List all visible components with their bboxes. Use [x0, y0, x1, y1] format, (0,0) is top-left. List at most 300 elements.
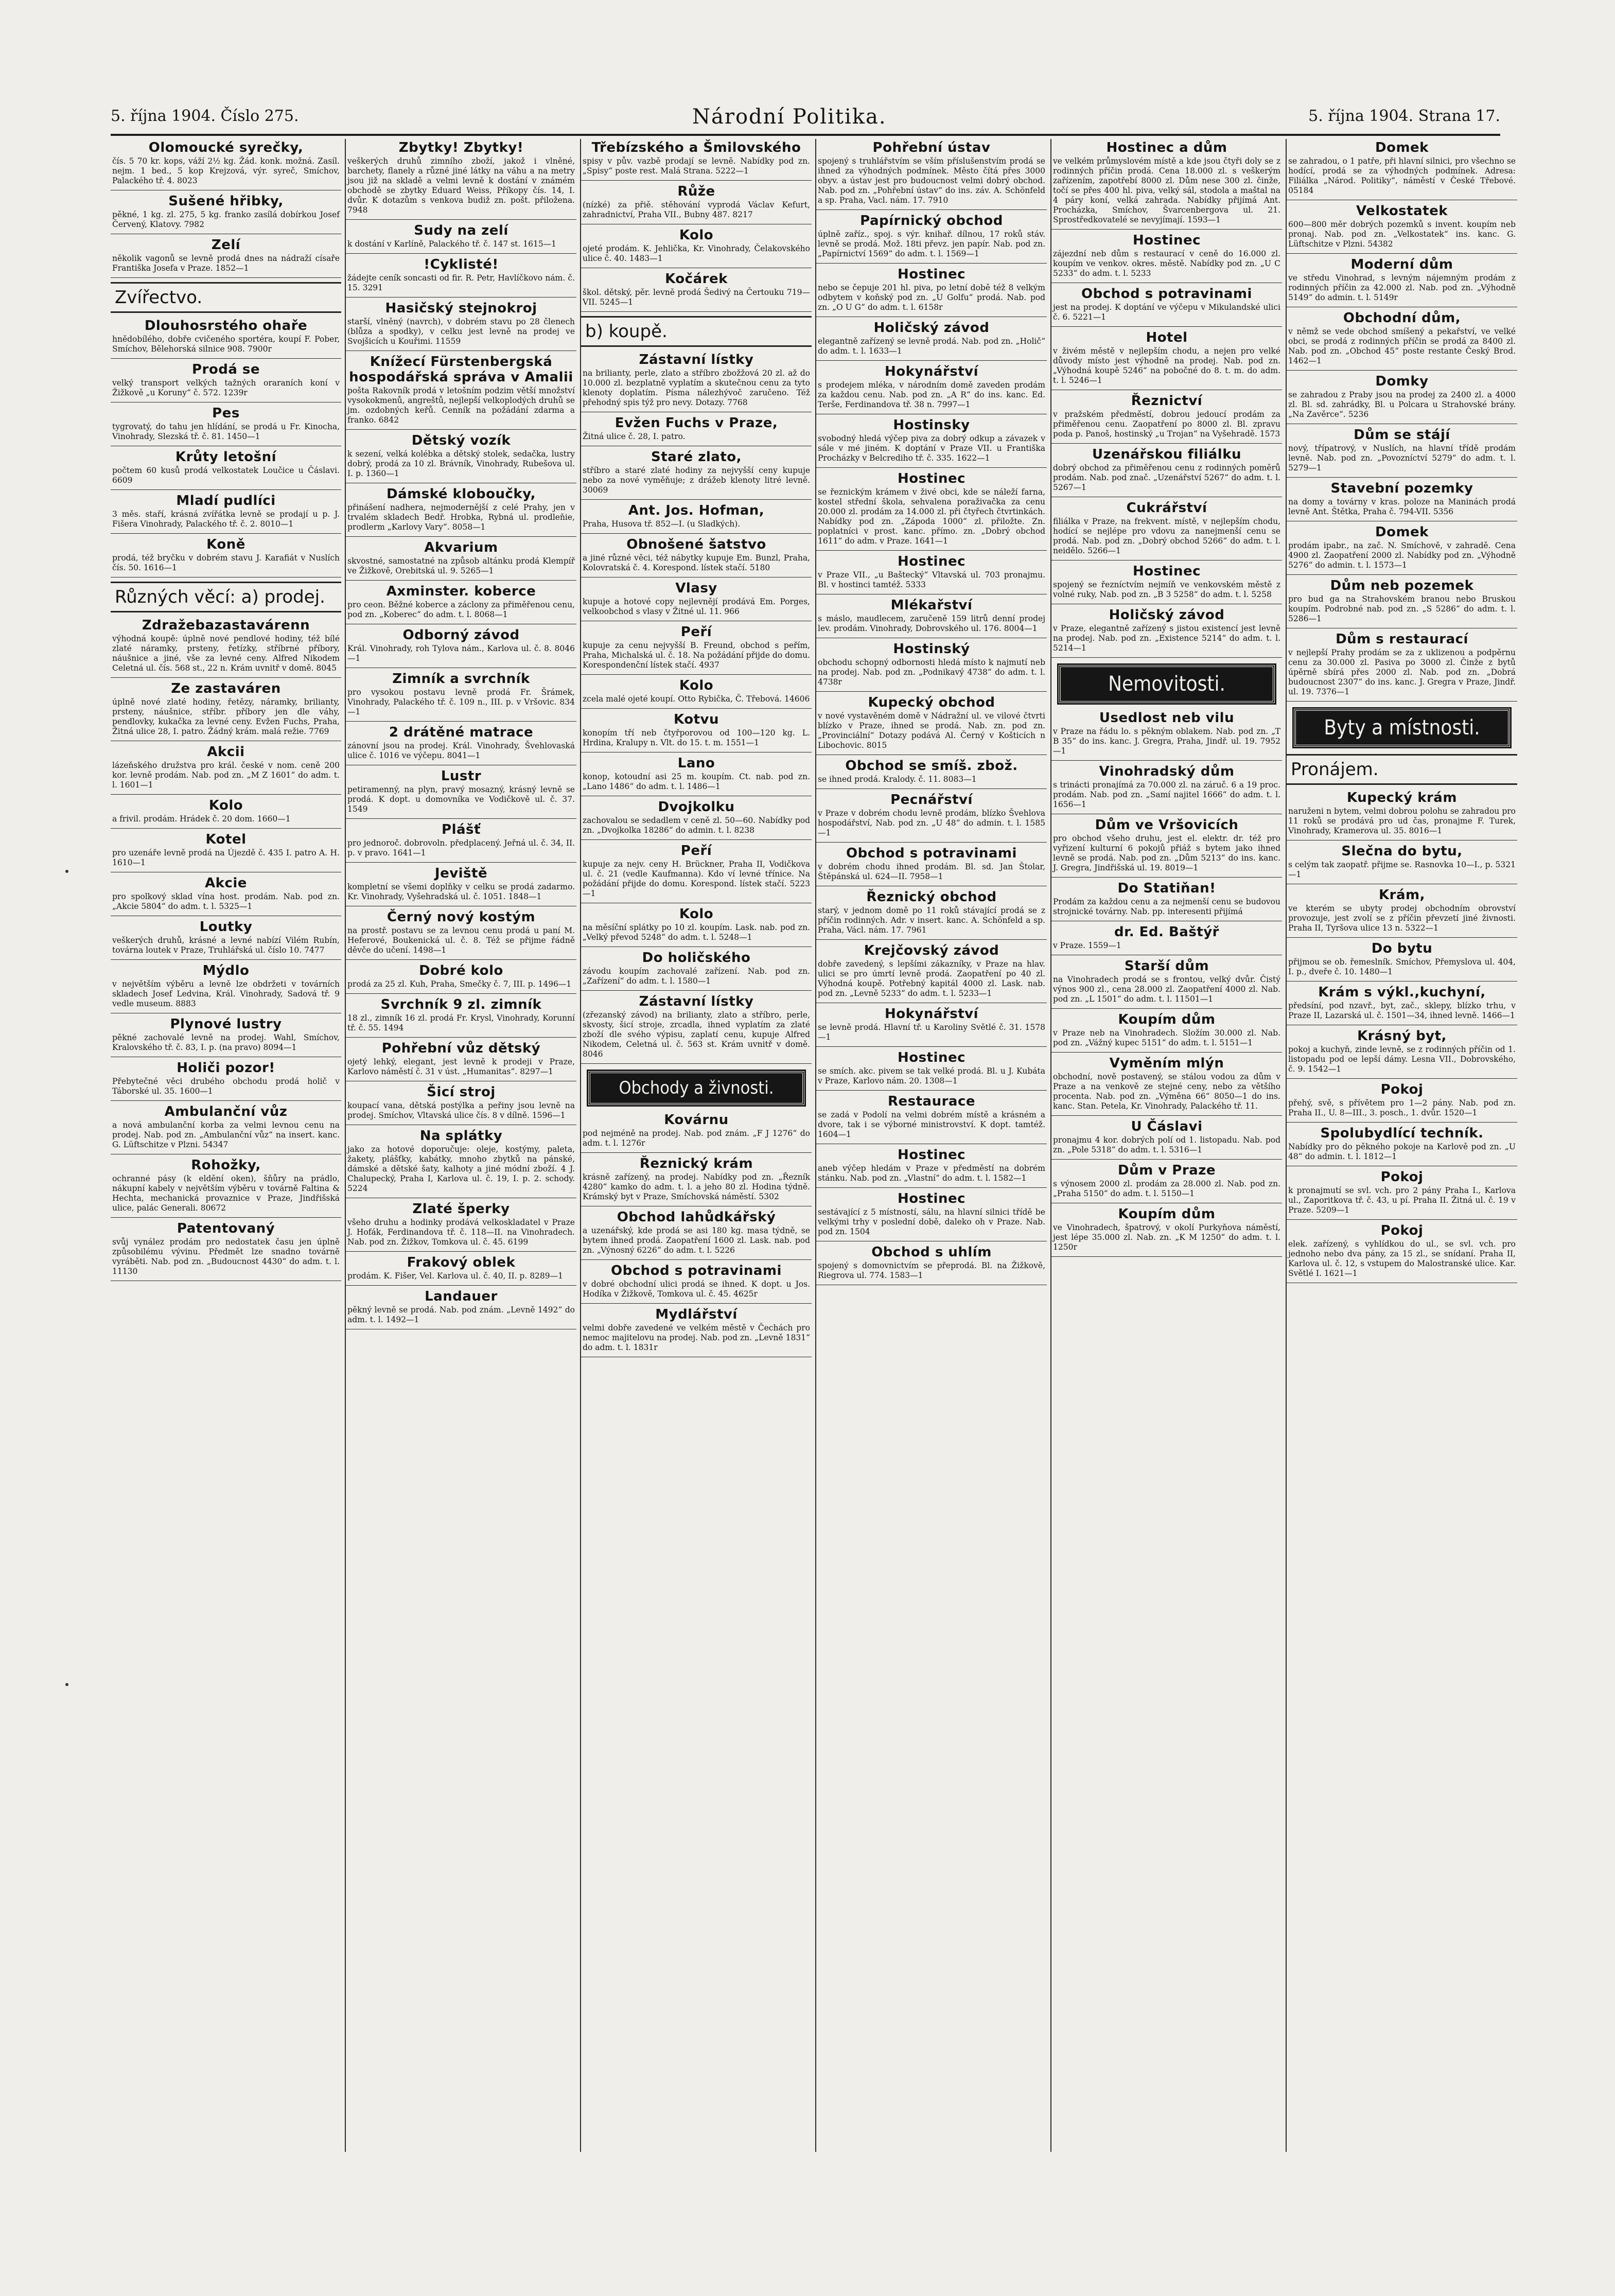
classified-ad [111, 493, 341, 534]
classified-ad [111, 1104, 341, 1154]
ad-body: v Praze. 1559—1 [1053, 941, 1121, 950]
ad-body: spojený s truhlářstvím se vším příslušenstvím prodá se ihned za výhodných podmínek. Město čítá přes 3000 obyv. a ústav jest pro budoucnost velmi dobrý obchod. Nab. pod zn. „Pohřební ústav“ do ins. záv. A. Schönfeld a sp. Praha, Vacl. nám. 17. 7910 [818, 156, 1045, 205]
classified-ad [816, 320, 1047, 361]
ad-heading: Uzenářskou filiálku [1092, 447, 1242, 462]
ad-body: se řeznickým krámem v živé obci, kde se náleží farna, kostel střední škola, sehvalena poraživačka za cenu 20.000 zl. prodám za 14.000 zl. při čtyřech čtvrtinkách. Nabídky pod zn. „Zápoda 1000“ zl. přiložte. Zn. poplatníci v prost. kanc. přímo. zn. „Dobrý obchod 1611“ do adm. v Praze. 1641—1 [818, 487, 1045, 546]
column-4 [816, 139, 1047, 2152]
ad-body: pěkné, 1 kg. zl. 275, 5 kg. franko zasílá dobírkou Josef Červený, Klatovy. 7982 [112, 210, 340, 229]
classified-ad [816, 641, 1047, 692]
ad-body: pro spolkový sklad vína host. prodám. Nab. pod zn. „Akcie 5804“ do adm. t. l. 5325—1 [112, 892, 340, 911]
ad-heading: Krásný byt, [1357, 1028, 1447, 1044]
ad-heading: Rohožky, [191, 1158, 261, 1173]
classified-ad [1051, 330, 1282, 390]
ad-body: pěkný levně se prodá. Nab. pod znám. „Levně 1492“ do adm. t. l. 1492—1 [347, 1305, 575, 1324]
ad-heading: Dům neb pozemek [1330, 578, 1474, 593]
ad-heading: Dětský vozík [411, 433, 511, 448]
ad-heading: Řeznictví [1131, 393, 1203, 409]
classified-ad [1287, 1169, 1517, 1220]
header-date-page: 5. října 1904. Strana 17. [1308, 107, 1500, 125]
ad-heading: Obchod s potravinami [1081, 286, 1252, 302]
ad-heading: Obchod s potravinami [846, 846, 1017, 861]
ad-heading: Holičský závod [1109, 607, 1225, 623]
ad-body: pod nejméně na prodej. Nab. pod znám. „F J 1276“ do adm. t. l. 1276r [583, 1129, 810, 1148]
ad-heading: Peří [680, 843, 712, 858]
ad-body: ve velkém průmyslovém místě a kde jsou čtyři doly se z rodinných příčin prodá. Cena 18.000 zl. s veškerým zařízením, zapotřebí 8000 zl. Dům nese 300 zl. činže, točí se přes 400 hl. piva, velký sál, stodola a maštal na 4 páry koní, velká zahrada. Nabídky přijímá Ant. Procházka, Smíchov, Švarcenbergova ul. 21. Sprostředkovatelé se nevyjímají. 1593—1 [1053, 156, 1280, 224]
classified-ad [1051, 1012, 1282, 1053]
ad-heading: Hostinec [898, 1050, 966, 1065]
classified-ad [581, 352, 812, 412]
ad-heading: Dům se stájí [1354, 427, 1450, 443]
classified-ad [111, 681, 341, 741]
ad-body: (nízké) za přiě. stěhování vyprodá Václav Kefurt, zahradnictví, Praha VII., Bubny 487. 8217 [583, 200, 810, 219]
classified-ad [1051, 1206, 1282, 1257]
classified-ad [1051, 140, 1282, 230]
ad-body: svůj vynález prodám pro nedostatek času jen úplně způsobilému vývinu. Předmět lze snadno továrně vyráběti. Nab. pod zn. „Budoucnost 4430“ do adm. t. l. 11130 [112, 1237, 340, 1276]
ad-heading: Koně [206, 537, 245, 552]
ad-heading: Domek [1375, 524, 1429, 540]
classified-ad [346, 1084, 576, 1125]
ad-body: na prostř. postavu se za levnou cenu prodá u paní M. Heferové, Boukenická ul. č. 8. Též se přijme řádně děvče do učení. 1498—1 [347, 926, 575, 955]
classified-ad [111, 832, 341, 872]
ad-heading: Spolubydlící techník. [1320, 1126, 1484, 1141]
classified-ad [581, 843, 812, 903]
ad-body: pro vysokou postavu levně prodá Fr. Šrámek, Vinohrady, Palackého tř. č. 109 n., III. p. v Vršovic. 834—1 [347, 688, 575, 716]
ad-heading: Pokoj [1380, 1223, 1424, 1238]
ad-heading: Do holičského [642, 950, 751, 966]
ad-body: s trinácti pronajímá za 70.000 zl. na záruč. 6 a 19 proc. prodám. Nab. pod zn. „Samí najitel 1666“ do adm. t. l. 1656—1 [1053, 780, 1280, 809]
ad-heading: Kočárek [665, 271, 728, 287]
ad-heading: Zelí [211, 237, 241, 253]
classified-ad [581, 1263, 812, 1304]
ad-heading: Vyměním mlýn [1109, 1056, 1224, 1071]
ad-body: přijmou se ob. řemeslník. Smíchov, Přemyslova ul. 404, I. p., dveře č. 10. 1480—1 [1288, 957, 1516, 976]
ad-heading: Obchodní dům, [1343, 310, 1461, 326]
classified-ad [816, 846, 1047, 886]
ad-heading: Černý nový kostým [387, 909, 536, 925]
classified-ad [1051, 500, 1282, 560]
ad-heading: Do Statiňan! [1117, 881, 1216, 896]
classified-ad [1051, 393, 1282, 444]
column-2 [346, 139, 576, 2152]
classified-ad [816, 889, 1047, 940]
ad-body: aneb výčep hledám v Praze v předměstí na dobrém stánku. Nab. pod zn. „Vlastní“ do adm. t. l. 1582—1 [818, 1164, 1045, 1183]
classified-ad [1051, 817, 1282, 878]
ad-body: v pražském předměstí, dobrou jedoucí prodám za přiměřenou cenu. Zaopatření po 8000 zl. Bl. zpravu poda p. Panoš, hostinský „u Trojan“ na Vyšehradě. 1573 [1053, 410, 1280, 439]
margin-mark [65, 870, 68, 873]
classified-ad [1287, 941, 1517, 982]
ad-heading: Kupecký krám [1347, 790, 1457, 805]
classified-ad [816, 140, 1047, 210]
classified-ad [346, 725, 576, 765]
ad-heading: Starší dům [1124, 958, 1209, 974]
ad-heading: Hostinec [898, 554, 966, 569]
ad-body: starý, v jednom domě po 11 roků stávající prodá se z příčin rodinných. Adr. v insert. kanc. A. Schönfeld a sp. Praha, Václ. nám. 17. 7961 [818, 906, 1045, 935]
ad-heading: Staré zlato, [651, 449, 742, 465]
ad-heading: Patentovaný [177, 1221, 275, 1236]
classified-ad [346, 257, 576, 297]
classified-ad [816, 1191, 1047, 1241]
classified-ad [581, 415, 812, 446]
classified-ad [1287, 887, 1517, 938]
ad-body: pošta Rakovník prodá v letošním podzim větší množství vysokokmenů, angreštů, nejlepší velkoplodých druhů se jm. ozdobných keřů. Cenník na požádání zdarma a franko. 6842 [347, 386, 575, 425]
ad-heading: Krám, [1379, 887, 1425, 903]
classified-ad [816, 1094, 1047, 1144]
classified-ad [1287, 524, 1517, 575]
classified-ad [111, 798, 341, 829]
ad-body: krásně zařízený, na prodej. Nabídky pod zn. „Řezník 4280“ kamko do adm. t. l. a jeho 80 zl. Hodina týdně. Krámský byt v Praze, Smíchovská náměstí. 5302 [583, 1172, 810, 1201]
header-rule [111, 134, 1500, 136]
classified-ad [346, 866, 576, 906]
classified-ad [111, 618, 341, 678]
ad-body: jest na prodej. K doptání ve výčepu v Mikulandské ulici č. 6. 5221—1 [1053, 303, 1280, 322]
classified-ad [346, 433, 576, 483]
ad-heading: Hostinský [893, 641, 970, 657]
classified-ad [816, 1006, 1047, 1047]
classified-ad [816, 598, 1047, 638]
ad-heading: Krůty letošní [175, 449, 277, 465]
ad-heading: Hostinec [898, 267, 966, 282]
ad-body: pro bud ga na Strahovském branou nebo Bruskou koupím. Podrobné nab. pod zn. „S 5286“ do adm. t. l. 5286—1 [1288, 594, 1516, 623]
classified-ad [346, 223, 576, 254]
classified-ad [581, 140, 812, 181]
ad-body: dobrý obchod za přiměřenou cenu z rodinných poměrů prodám. Nab. pod znač. „Uzenářství 5267“ do adm. t. l. 5267—1 [1053, 463, 1280, 492]
ad-body: dobře zavedený, s lepšími zákazníky, v Praze na hlav. ulici se pro úmrtí levně prodá. Zaopatření po 40 zl. Výhodná koupě. Potřebný kapitál 4000 zl. Lask. nab. pod zn. „Levně 5233“ do adm. t. l. 5233—1 [818, 959, 1045, 998]
classified-ad [1287, 257, 1517, 307]
ad-heading: Dlouhosrstého ohaře [144, 318, 308, 334]
classified-ad [581, 906, 812, 947]
ad-body: pro jednoroč. dobrovoln. předplacený. Jeřná ul. č. 34, II. p. v pravo. 1641—1 [347, 838, 575, 857]
classified-ad [816, 1245, 1047, 1285]
classified-ad [111, 919, 341, 960]
classified-ad [1287, 140, 1517, 200]
ad-heading: Kolo [679, 678, 714, 693]
ad-heading: Obchod se smíš. zbož. [845, 758, 1018, 774]
ad-body: filiálka v Praze, na frekvent. místě, v nejlepším chodu, hodící se nejlépe pro vdovu za nanejmenší cenu se prodá. Nab. pod zn. „Dobrý obchod 5266“ do adm. t. l. neidělo. 5266—1 [1053, 517, 1280, 555]
ad-body: v nejlepší Prahy prodám se za z uklizenou a podpěrnu cenu za 30.000 zl. Pasiva po 3000 zl. Činže z bytů úpěrně sbírá přes 2000 zl. Nab. pod zn. „Dobrá budoucnost 2307“ do ins. kanc. J. Gregra v Praze, Jindř. ul. 19. 7376—1 [1288, 648, 1516, 696]
classified-ad [1287, 1082, 1517, 1123]
ad-body: se levně prodá. Hlavní tř. u Karoliny Světlé č. 31. 1578—1 [818, 1023, 1045, 1042]
ad-heading: Landauer [425, 1289, 498, 1304]
ad-body: tygrovatý, do tahu jen hlídání, se prodá u Fr. Kinocha, Vinohrady, Slezská tř. č. 81. 1450—1 [112, 422, 340, 441]
classified-ad [1051, 764, 1282, 814]
ad-body: nový, třípatrový, v Nuslích, na hlavní třídě prodám levně. Nab. pod zn. „Povozníctví 5279“ do adm. t. l. 5279—1 [1288, 444, 1516, 472]
ad-heading: Hostinec [1133, 233, 1201, 248]
ad-heading: Knížecí Fürstenbergská hospodářská správa v Amalii [349, 354, 573, 385]
ad-body: Prodám za každou cenu a za nejmenší cenu se budovou strojnické továrny. Nab. pp. interesenti přijímá [1053, 897, 1280, 916]
classified-ad [346, 1128, 576, 1198]
ad-heading: Obchod s potravinami [611, 1263, 782, 1278]
ad-heading: Olomoucké syrečky, [148, 140, 304, 155]
classified-ad [1287, 374, 1517, 424]
ad-body: zánovní jsou na prodej. Král. Vinohrady, Švehlovaská ulice č. 1016 ve výčepu. 8041—1 [347, 741, 575, 760]
classified-ad [111, 1221, 341, 1281]
ad-heading: Holičský závod [873, 320, 990, 336]
ad-body: žádejte ceník soncasti od fir. R. Petr, Havlíčkovo nám. č. 15. 3291 [347, 273, 575, 292]
ad-body: pěkné zachovalé levně na prodej. Wahl, Smíchov, Kralovského tř. č. 83, I. p. (na pravo) 8094—1 [112, 1033, 340, 1052]
section-heading: Pronájem. [1287, 754, 1517, 785]
ad-heading: Axminster. koberce [386, 584, 536, 599]
ad-body: se smích. akc. pivem se tak velké prodá. Bl. u J. Kubáta v Praze, Karlovo nám. 20. 1308—1 [818, 1066, 1045, 1085]
ad-body: hnědobílého, dobře cvičeného sportéra, koupí F. Pober, Smíchov, Bělehorská silnice 908. 7900r [112, 335, 340, 354]
ad-body: prodám ipabr., na zač. N. Smíchově, v zahradě. Cena 4900 zl. Zaopatření 2000 zl. Nabídky pod zn. „Výhodně 5276“ do admin. t. l. 1573—1 [1288, 541, 1516, 570]
ad-heading: Hostinec [1133, 564, 1201, 579]
classified-ad [581, 271, 812, 312]
ad-heading: Do bytu [1371, 941, 1433, 956]
ad-heading: Krejčovský závod [864, 943, 999, 958]
ad-heading: Moderní dům [1350, 257, 1453, 272]
section-banner: Byty a místnosti. [1294, 709, 1510, 747]
ad-body: stříbro a staré zlaté hodiny za nejvyšší ceny kupuje nebo za nové vyměňuje; z drážeb klenoty litré levně. 30069 [583, 466, 810, 495]
ad-heading: Lustr [441, 768, 482, 784]
classified-ad [346, 584, 576, 624]
ad-body: starší, vlněný (navrch), v dobrém stavu po 28 členech (blůza a spodky), v celku jest levně na prodej ve Svojšicích u Kouřimi. 11559 [347, 317, 575, 346]
classified-ad [816, 1147, 1047, 1188]
ad-body: pro obchod všeho druhu, jest el. elektr. dr. též pro vyřizení kulturní 6 pokojů přiáž s bytem jako ihned levně se prodá. Nab. pod zn. „Dům 5213“ do ins. kanc. J. Gregra, Jindřišská ul. 19. 8019—1 [1053, 834, 1280, 872]
ad-heading: Růže [677, 184, 715, 199]
classified-ad [346, 671, 576, 722]
ad-heading: 2 drátěné matrace [389, 725, 534, 740]
ad-body: prodá, též bryčku v dobrém stavu J. Karafiát v Nuslích čís. 50. 1616—1 [112, 553, 340, 572]
classified-ad [111, 744, 341, 795]
ad-body: v nové vystavěném domě v Nádražní ul. ve vilové čtvrti blízko v Praze, ihned se prodá. Nab. zn. pod zn. „Provinciální“ Dotazy podává Al. Černý v Košticích n Libochovic. 8015 [818, 711, 1045, 750]
ad-body: Žitná ulice č. 28, I. patro. [583, 432, 686, 441]
ad-heading: Domek [1375, 140, 1429, 155]
classified-ad [816, 364, 1047, 414]
ad-body: v největším výběru a levně lze obdržeti v továrních skladech Josef Ledvina, Král. Vinohrady, Sadová tř. 9 vedle museum. 8883 [112, 979, 340, 1008]
classified-ad [581, 581, 812, 621]
classified-ad [1051, 710, 1282, 761]
ad-body: v Praze, elegantně zařízený s jistou existencí jest levně na prodej. Nab. pod zn. „Existence 5214“ do adm. t. l. 5214—1 [1053, 624, 1280, 653]
column-6 [1287, 139, 1517, 2152]
ad-heading: Krám s výkl.,kuchyní, [1318, 985, 1486, 1000]
ad-heading: Řeznický obchod [866, 889, 997, 905]
ad-heading: Sušené hřibky, [168, 194, 284, 209]
ad-body: kupuje za cenu nejvyšší B. Freund, obchod s peřím, Praha, Michalská ul. č. 18. Na požádání přijde do domu. Korespondenční lístek stačí. 4937 [583, 641, 810, 670]
ad-heading: Akcie [205, 875, 247, 891]
classified-ad [1051, 1163, 1282, 1203]
ad-heading: Usedlost neb vilu [1099, 710, 1235, 726]
ad-body: se zahradou, o 1 patře, při hlavní silnici, pro všechno se hodící, prodá se za výhodných podmínek. Adresa: Filiálka „Národ. Politiky“, náměstí v České Třebové. 05184 [1288, 156, 1516, 195]
ad-body: závodu koupím zachovalé zařízení. Nab. pod zn. „Zařízení“ do adm. t. l. 1580—1 [583, 967, 810, 986]
ad-body: se zadá v Podolí na velmi dobrém místě a krásném a dvore, tak i se výborné ministrovství. K dopt. tamtéž. 1604—1 [818, 1110, 1045, 1139]
classified-ad [816, 417, 1047, 468]
ad-body: nebo se čepuje 201 hl. piva, po letní době též 8 velkým odbytem v koňský pod zn. „U Golfu“ prodá. Nab. pod zn. „O U G“ do adm. t. l. 6158r [818, 283, 1045, 312]
ad-body: 600—800 měr dobrých pozemků s invent. koupím neb pronaj. Nab. pod zn. „Velkostatek“ ins. kanc. G. Lüftschitze v Plzni. 54382 [1288, 220, 1516, 249]
ad-body: Nabídky pro do pěkného pokoje na Karlově pod zn. „U 48“ do admin. t. l. 1812—1 [1288, 1142, 1516, 1161]
ad-body: lázeňského družstva pro král. české v nom. ceně 200 kor. levně prodám. Nab. pod zn. „M Z 1601“ do adm. t. l. 1601—1 [112, 761, 340, 790]
ad-heading: Dům s restaurací [1336, 632, 1468, 647]
ad-heading: Odborný závod [402, 627, 520, 643]
ad-heading: Cukrářství [1126, 500, 1207, 516]
classified-ad [581, 799, 812, 840]
classified-ad [1051, 447, 1282, 497]
ad-body: konop, kotoudní asi 25 m. koupím. Ct. nab. pod zn. „Lano 1486“ do adm. t. l. 1486—1 [583, 772, 810, 791]
ad-body: obchodní, nově postavený, se stálou vodou za dům v Praze a na venkově ze stejné ceny, nebo za většího procenta. Nab. pod zn. „Výměna 66“ 8050—1 do ins. kanc. Stan. Petela, Kr. Vinohrady, Palackého tř. 11. [1053, 1072, 1280, 1111]
classified-ad [111, 1060, 341, 1101]
section-heading: b) koupě. [581, 316, 812, 347]
masthead-title: Národní Politika. [692, 105, 887, 129]
classified-ad [581, 449, 812, 500]
classified-ad [581, 1156, 812, 1206]
ad-body: v Praze na řádu lo. s pěkným oblakem. Nab. pod zn. „T B 35“ do ins. kanc. J. Gregra, Praha, Jindř. ul. 19. 7952—1 [1053, 727, 1280, 756]
ad-heading: Hostinec [898, 1147, 966, 1163]
classified-ad [1287, 1126, 1517, 1166]
classified-ad [346, 627, 576, 668]
ad-heading: Řeznický krám [639, 1156, 753, 1171]
ad-body: k pronajmutí se svl. vch. pro 2 pány Praha I., Karlova ul., Zaporitkova tř. č. 43, u pí. Praha II. Žitná ul. č. 19 v Praze. 5209—1 [1288, 1186, 1516, 1215]
classified-ad [816, 792, 1047, 843]
classified-ad [111, 318, 341, 359]
ad-heading: Prodá se [191, 362, 260, 377]
ad-heading: Koupím dům [1118, 1012, 1216, 1027]
ad-body: kompletní se všemi doplňky v celku se prodá zadarmo. Kr. Vinohrady, Vyšehradská ul. č. 1051. 1848—1 [347, 882, 575, 901]
ad-heading: Loutky [199, 919, 253, 935]
ad-body: ojeté prodám. K. Jehlička, Kr. Vinohrady, Čelakovského ulice č. 40. 1483—1 [583, 244, 810, 263]
ad-body: ochranné pásy (k eldění oken), šňůry na prádlo, nákupní kabely v největším výběru v továrně Faltina & Hechta, mechanická provaznice v Praze, Jindřišská ulice, palác Generali. 80672 [112, 1174, 340, 1213]
section-heading: Různých věcí: a) prodej. [111, 582, 341, 612]
classified-ad [111, 194, 341, 234]
ad-heading: Ambulanční vůz [164, 1104, 288, 1119]
classified-ad [1287, 427, 1517, 478]
classified-ad [111, 140, 341, 190]
ad-heading: Hostinsky [893, 417, 970, 433]
classified-ad [111, 1016, 341, 1057]
ad-heading: Dům v Praze [1118, 1163, 1216, 1178]
ad-body: ve kterém se ubyty prodej obchodním obrovství provozuje, jest zvolí se z příčin převzetí jiné živnosti. Praha II, Tyršova ulice 13 n. 5322—1 [1288, 904, 1516, 933]
classified-ad [346, 822, 576, 863]
classified-ad [111, 449, 341, 490]
ad-heading: Vlasy [675, 581, 717, 596]
ad-body: (zřezanský závod) na brilianty, zlato a stříbro, perle, skvosty, šicí stroje, zrcadla, ihned vyplatím za zlaté zboží dle svého výpisu, zaplatí cenu, kupuje Alfred Nikodem, Celetná ul. č. 563 st. Krám uvnitř v domě. 8046 [583, 1010, 810, 1059]
ad-heading: Pohřební ústav [872, 140, 991, 155]
classified-ad [581, 678, 812, 709]
ad-body: ve středu Vinohrad, s levným nájemným prodám z rodinných příčin za 42.000 zl. Nab. pod zn. „Výhodně 5149“ do admin. t. l. 5149r [1288, 273, 1516, 302]
ad-heading: Kovárnu [664, 1112, 729, 1128]
ad-body: a frivil. prodám. Hrádek č. 20 dom. 1660—1 [112, 814, 291, 823]
classified-ad [111, 963, 341, 1013]
ad-body: kupuje a hotové copy nejlevnějí prodává Em. Porges, velkoobchod s vlasy v Žitné ul. 11. 966 [583, 597, 810, 616]
ad-body: v němž se vede obchod smíšený a pekařství, ve velké obci, se prodá z rodinných příčin se prodá za 8400 zl. Nab. pod zn. „Obchod 45“ poste restante Český Brod. 1462—1 [1288, 327, 1516, 365]
ad-body: prodám. K. Fišer, Vel. Karlova ul. č. 40, II. p. 8289—1 [347, 1271, 563, 1281]
ad-body: pokoj a kuchyň, zinde levně, se z rodinných příčin od 1. listopadu pod oe lepší dámy. Lesna VII., Dobrovského, č. 9. 1542—1 [1288, 1045, 1516, 1074]
ad-heading: Zástavní lístky [639, 994, 754, 1009]
classified-ad [1287, 844, 1517, 884]
ad-heading: Hasičský stejnokroj [385, 301, 537, 316]
ad-body: konopím tří neb čtyřporovou od 100—120 kg. L. Hrdina, Kralupy n. Vlt. do 15. t. m. 1551—1 [583, 728, 810, 747]
ad-body: jako za hotové doporučuje: oleje, kostýmy, paleta, žakety, plášťky, kabátky, mnoho zbytků na pánské, dámské a dětské šaty, kalhoty a jiné módní zboží. 4 J. Chalupecký, Praha I, Karlova ul. č. 19, I. p. 2. schody. 5224 [347, 1145, 575, 1193]
ad-body: pro uzenáře levně prodá na Újezdě č. 435 I. patro A. H. 1610—1 [112, 848, 340, 867]
ad-heading: Pecnářství [890, 792, 973, 808]
classified-ad [346, 301, 576, 351]
ad-body: se zahradou z Praby jsou na prodej za 2400 zl. a 4000 zl. Bl. sd. zahrádky, Bl. u Polcara u Strahovské brány. „Na Zavěrce“. 5236 [1288, 390, 1516, 419]
ad-body: svobodný hledá výčep piva za dobrý odkup a závazek v sále v mé jiném. K doptání v Praze VII. u Františka Procházky v Belcrediho tř. č. 335. 1622—1 [818, 434, 1045, 463]
classified-ad [1287, 310, 1517, 371]
ad-body: na brilianty, perle, zlato a stříbro zbožžová 20 zl. až do 10.000 zl. bezplatně vyplatím a skutečnou cenu za tyto klenoty doplatím. Písma nálezhývoč zaručeno. Též přehodný spis týž pro nevy. Dotazy. 7768 [583, 369, 810, 407]
ad-heading: Mlékařství [890, 598, 973, 613]
classified-ad [346, 354, 576, 430]
classified-ad [1287, 1028, 1517, 1079]
ad-body: elegantně zařízený se levně prodá. Nab. pod zn. „Holič“ do adm. t. l. 1633—1 [818, 337, 1045, 356]
ad-body: 18 zl., zimník 16 zl. prodá Fr. Krysl, Vinohrady, Korunní tř. č. 55. 1494 [347, 1013, 575, 1032]
ad-heading: dr. Ed. Baštýř [1114, 924, 1219, 940]
ad-body: velmi dobře zavedené ve velkém městě v Čechách pro nemoc majitelovu na prodej. Nab. pod zn. „Levně 1831“ do adm. t. l. 1831r [583, 1323, 810, 1352]
ad-heading: Velkostatek [1356, 203, 1448, 219]
ad-heading: Obchod s uhlím [871, 1245, 992, 1260]
ad-heading: Svrchník 9 zl. zimník [380, 997, 542, 1012]
classified-ad [581, 994, 812, 1064]
classified-ad [111, 1158, 341, 1218]
ad-heading: Slečna do bytu, [1341, 844, 1463, 859]
ad-body: spojený se řezníctvím nejmíň ve venkovském městě z volné ruky, Nab. pod zn. „B 3 5258“ do adm. t. l. 5258 [1053, 580, 1280, 599]
ad-heading: Pohřební vůz dětský [381, 1041, 541, 1056]
ad-heading: Jeviště [434, 866, 488, 881]
ad-body: zájezdní neb dům s restaurací v ceně do 16.000 zl. koupím ve venkov. okres. městě. Nabídky pod zn. „U C 5233“ do adm. t. l. 5233 [1053, 249, 1280, 278]
ad-body: škol. dětský, pěr. levně prodá Šedivý na Čertouku 719—VII. 5245—1 [583, 288, 810, 307]
classified-ad [1287, 1223, 1517, 1283]
classified-ad [816, 695, 1047, 755]
classified-ad [816, 213, 1047, 264]
ad-heading: Zástavní lístky [639, 352, 754, 367]
classified-ad [1051, 958, 1282, 1009]
ad-heading: Zimník a svrchník [392, 671, 530, 687]
ad-heading: Dům ve Vršovicích [1095, 817, 1239, 833]
classified-ad [1051, 286, 1282, 327]
classified-ad [581, 624, 812, 675]
classified-ad [346, 540, 576, 581]
classified-ad [1051, 233, 1282, 283]
section-heading: Zvířectvo. [111, 282, 341, 313]
ad-body: s prodejem mléka, v národním domě zaveden prodám za každou cenu. Nab. pod zn. „A R“ do ins. kanc. Ed. Terše, Ferdinandova tř. 38 n. 7997—1 [818, 380, 1045, 409]
ad-heading: Kotel [205, 832, 247, 847]
ad-heading: Dobré kolo [419, 963, 503, 978]
ad-heading: Mýdlo [202, 963, 250, 978]
classified-ad [1287, 578, 1517, 628]
ad-body: velký transport velkých tažných oraraních koní v Žižkově „u Koruny“ č. 572. 1239r [112, 378, 340, 397]
ad-heading: Akvarium [424, 540, 498, 555]
ad-heading: Holiči pozor! [177, 1060, 275, 1076]
ad-body: přinášení nadhera, nejmodernější z celé Prahy, jen v trvalém skladech Bedř. Hrobka, Rybná ul. prodleňie, prodlerm „Karlovy Vary“. 8058—1 [347, 503, 575, 532]
classified-ad [1051, 881, 1282, 921]
classified-ad [816, 267, 1047, 317]
classified-ad [581, 503, 812, 534]
ad-heading: Kupecký obchod [868, 695, 995, 710]
ad-heading: Kolo [679, 227, 714, 243]
ad-heading: Zlaté šperky [412, 1201, 510, 1217]
ad-body: v dobré obchodní ulici prodá se ihned. K dopt. u Jos. Hodíka v Žižkově, Tomkova ul. č. 45. 4625r [583, 1280, 810, 1299]
ad-heading: Lano [677, 756, 715, 771]
column-5 [1051, 139, 1282, 2152]
ad-heading: U Čáslavi [1131, 1119, 1203, 1134]
ad-body: sestávající z 5 místností, sálu, na hlavní silnici třídě be velkými trhy v poslední době, daleko oh v Praze. Nab. pod zn. 1504 [818, 1207, 1045, 1236]
classified-ad [816, 943, 1047, 1003]
ad-heading: Hokynářství [884, 364, 978, 379]
ad-body: se ihned prodá. Kralody. č. 11. 8083—1 [818, 775, 977, 784]
ad-body: obchodu schopný odbornosti hledá místo k najmutí neb na prodej. Nab. pod zn. „Podnikavý 4738“ do adm. t. l. 4738r [818, 658, 1045, 687]
ad-body: a uzenářský, kde prodá se asi 180 kg. masa týdně, se bytem ihned prodá. Zaopatření 1600 zl. Lask. nab. pod zn. „Výnosný 6226“ do adm. t. l. 5226 [583, 1226, 810, 1255]
ad-body: ojetý lehký, elegant, jest levně k prodeji v Praze, Karlovo náměstí č. 31 v úst. „Humanitas“. 8297—1 [347, 1057, 575, 1076]
ad-heading: Zdražebazastavárenn [142, 618, 310, 633]
ad-body: skvostné, samostatné na způsob altánku prodá Klempíř ve Žižkově, Orebitská ul. 9. 5265—1 [347, 556, 575, 575]
ad-body: ve Vinohradech, špatrový, v okolí Purkyňova náměstí, jest lépe 35.000 zl. Nab. zn. „K M 1250“ do adm. t. l. 1250r [1053, 1223, 1280, 1252]
ad-body: v Praze v dobrém chodu levně prodám, blízko Švehlova hospodářství, Nab. pod zn. „U 48“ do admin. t. l. 1585—1 [818, 809, 1045, 837]
ad-body: k dostání v Karlíně, Palackého tř. č. 147 st. 1615—1 [347, 239, 557, 249]
ad-heading: Sudy na zelí [414, 223, 508, 238]
ad-body: přehý, svě, s přívětem pro 1—2 pány. Nab. pod zn. Praha II., U. 8—III., 3. posch., 1. dvůr. 1520—1 [1288, 1098, 1516, 1117]
ad-body: Praha, Husova tř. 852—I. (u Sladkých). [583, 519, 741, 529]
classified-ad [581, 1210, 812, 1260]
ad-heading: Frakový oblek [407, 1255, 516, 1270]
ad-heading: Kolo [208, 798, 243, 813]
